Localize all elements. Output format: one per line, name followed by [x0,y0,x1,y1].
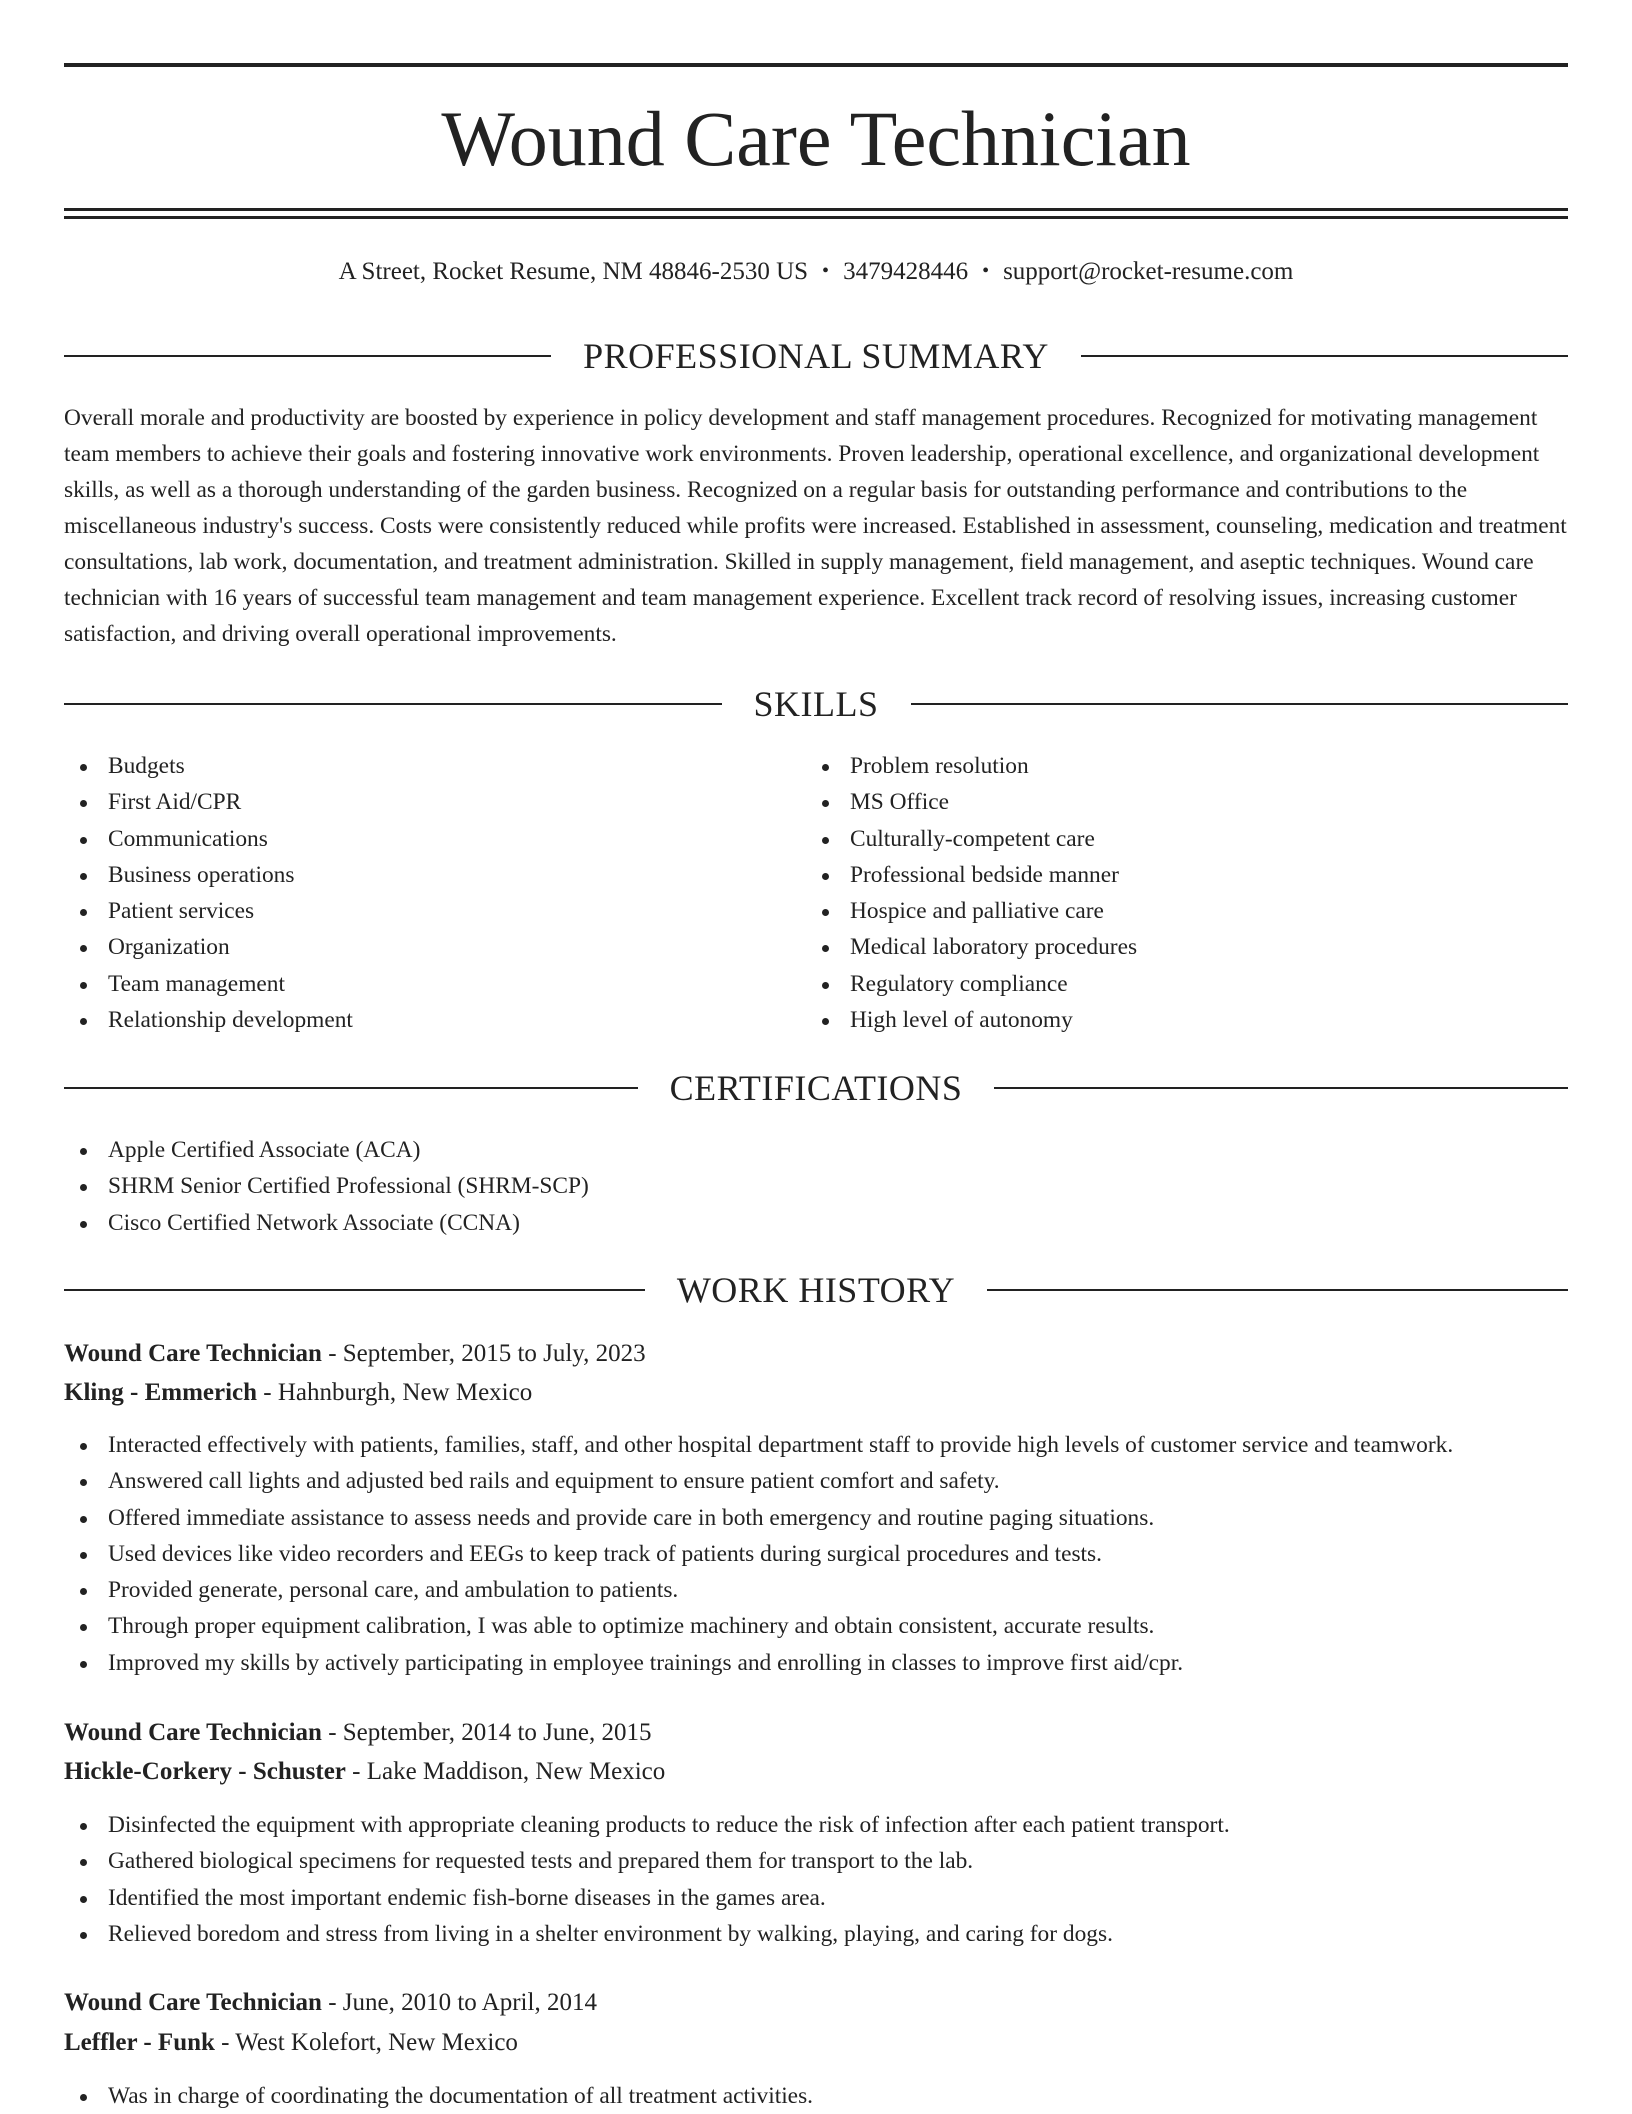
section-rule-left [64,703,722,705]
contact-separator: • [982,260,990,282]
section-title: CERTIFICATIONS [669,1068,963,1108]
job-title-line: Wound Care Technician - September, 2015 to July, 2023 [64,1340,646,1367]
job-duty: Used devices like video recorders and EEGs to keep track of patients during surgical procedures and tests. [64,1536,1568,1572]
job-duty: Through proper equipment calibration, I was able to optimize machinery and obtain consistent, accurate results. [64,1608,1568,1644]
job-duty: Was in charge of coordinating the documentation of all treatment activities. [64,2078,1568,2114]
job-location: West Kolefort, New Mexico [235,2029,518,2056]
job-duty: Answered call lights and adjusted bed rails and equipment to ensure patient comfort and safety. [64,1463,1568,1499]
skill-item: MS Office [806,784,1566,820]
skill-item: Organization [64,929,804,965]
job-company: Leffler - Funk [64,2029,215,2056]
section-header-certifications [64,1066,1568,1110]
job-location: Lake Maddison, New Mexico [366,1758,666,1785]
job-company-line: Kling - Emmerich - Hahnburgh, New Mexico [64,1379,533,1406]
skill-item: Communications [64,821,804,857]
section-header-work-history [64,1268,1568,1312]
job-duty: Identified the most important endemic fish-borne diseases in the games area. [64,1880,1568,1916]
skill-item: Budgets [64,748,804,784]
skill-item: Patient services [64,893,804,929]
contact-separator: • [822,260,830,282]
job-role: Wound Care Technician [64,1340,322,1367]
job-location: Hahnburgh, New Mexico [277,1379,533,1406]
section-rule-left [64,1087,638,1089]
skills-list-right [806,748,1566,1038]
job-company: Kling - Emmerich [64,1379,258,1406]
contact-email: support@rocket-resume.com [1003,258,1294,285]
skill-item: High level of autonomy [806,1002,1566,1038]
section-rule-left [64,355,551,357]
section-rule-left [64,1289,645,1291]
contact-line [64,253,1568,290]
job-role: Wound Care Technician [64,1989,322,2016]
job-company-line: Hickle-Corkery - Schuster - Lake Maddison, New Mexico [64,1758,666,1785]
skill-item: Relationship development [64,1002,804,1038]
job-title-line: Wound Care Technician - September, 2014 to June, 2015 [64,1719,652,1746]
skill-item: Medical laboratory procedures [806,929,1566,965]
skill-item: Professional bedside manner [806,857,1566,893]
skill-item: Hospice and palliative care [806,893,1566,929]
section-title: PROFESSIONAL SUMMARY [583,336,1049,376]
job-duty: Relieved boredom and stress from living in a shelter environment by walking, playing, and caring for dogs. [64,1916,1568,1952]
job-duties-list [64,2078,1568,2114]
job-duty: Provided generate, personal care, and ambulation to patients. [64,1572,1568,1608]
job-role: Wound Care Technician [64,1719,322,1746]
skill-item: Regulatory compliance [806,966,1566,1002]
job-dates: June, 2010 to April, 2014 [342,1989,597,2016]
contact-phone: 3479428446 [843,258,969,285]
section-title: WORK HISTORY [676,1270,956,1310]
job-duties-list [64,1807,1568,1952]
job-duties-list [64,1427,1568,1681]
section-rule-right [987,1289,1568,1291]
header-double-rule-lower [64,216,1568,219]
skills-list-left [64,748,804,1038]
section-rule-right [1081,355,1568,357]
skill-item: First Aid/CPR [64,784,804,820]
section-header-skills [64,682,1568,726]
job-duty: Interacted effectively with patients, families, staff, and other hospital department staff to provide high levels of customer service and teamwork. [64,1427,1568,1463]
job-duty: Improved my skills by actively participating in employee trainings and enrolling in classes to improve first aid/cpr. [64,1645,1568,1681]
job-dates: September, 2014 to June, 2015 [342,1719,652,1746]
skill-item: Business operations [64,857,804,893]
job-duty: Offered immediate assistance to assess needs and provide care in both emergency and routine paging situations. [64,1500,1568,1536]
certification-item: Apple Certified Associate (ACA) [64,1132,1568,1168]
skill-item: Team management [64,966,804,1002]
job-title-line: Wound Care Technician - June, 2010 to April, 2014 [64,1989,597,2016]
resume-name: Wound Care Technician [441,95,1191,182]
job-dates: September, 2015 to July, 2023 [342,1340,646,1367]
certification-item: SHRM Senior Certified Professional (SHRM-SCP) [64,1168,1568,1204]
header-double-rule-upper [64,208,1568,211]
certifications-list [64,1132,1568,1241]
skill-item: Culturally-competent care [806,821,1566,857]
contact-address: A Street, Rocket Resume, NM 48846-2530 US [338,258,809,285]
job-company: Hickle-Corkery - Schuster [64,1758,346,1785]
section-header-summary [64,334,1568,378]
summary-text: Overall morale and productivity are boosted by experience in policy development and staff management procedures. Recognized for motivating management team members to achieve their goals and fostering innovative work environments. Proven leadership, operational excellence, and organizational development skills, as well as a thorough understanding of the garden business. Recognized on a regular basis for outstanding performance and contributions to the miscellaneous industry's success. Costs were consistently reduced while profits were increased. Established in assessment, counseling, medication and treatment consultations, lab work, documentation, and treatment administration. Skilled in supply management, field management, and aseptic techniques. Wound care technician with 16 years of successful team management and team management experience. Excellent track record of resolving issues, increasing customer satisfaction, and driving overall operational improvements. [64,405,1567,647]
section-rule-right [911,703,1569,705]
job-duty: Disinfected the equipment with appropriate cleaning products to reduce the risk of infection after each patient transport. [64,1807,1568,1843]
section-rule-right [994,1087,1568,1089]
skill-item: Problem resolution [806,748,1566,784]
job-company-line: Leffler - Funk - West Kolefort, New Mexico [64,2029,518,2056]
header-top-rule [64,63,1568,67]
job-duty: Gathered biological specimens for requested tests and prepared them for transport to the lab. [64,1843,1568,1879]
section-title: SKILLS [753,684,879,724]
certification-item: Cisco Certified Network Associate (CCNA) [64,1205,1568,1241]
